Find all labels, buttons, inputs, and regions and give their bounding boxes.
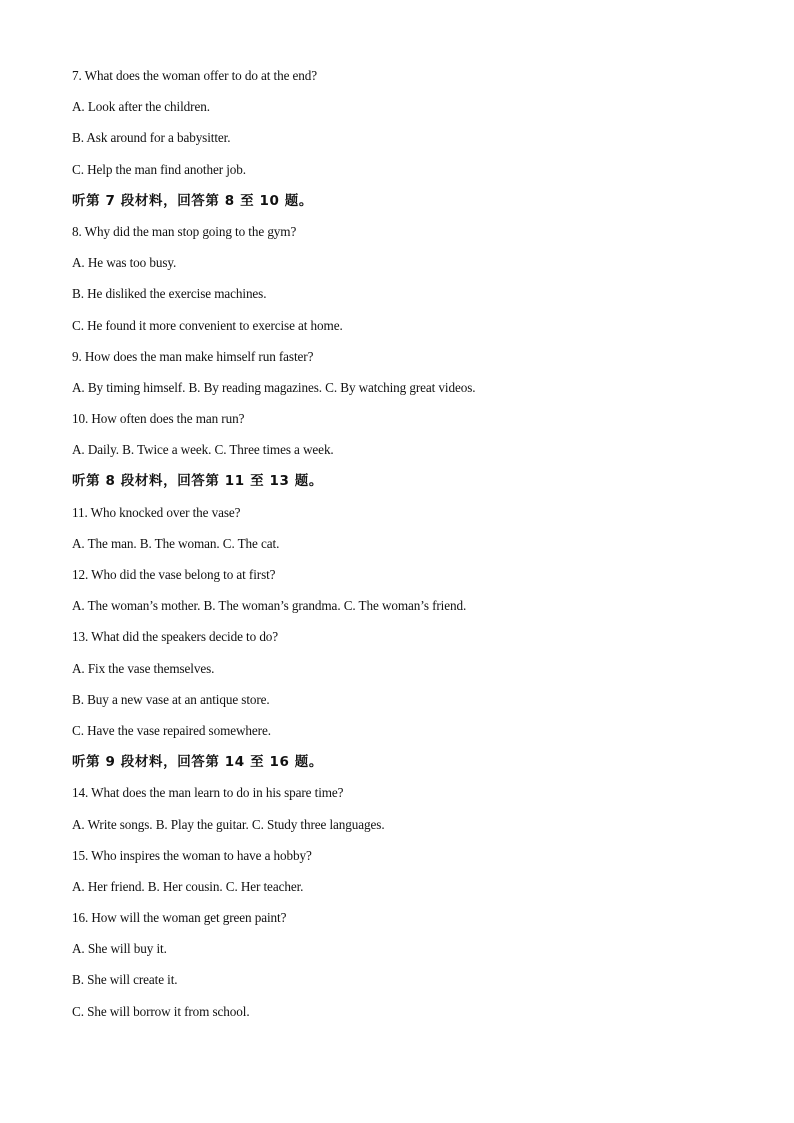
- question-16: 16. How will the woman get green paint?: [72, 910, 287, 926]
- question-9-options: A. By timing himself. B. By reading magazines. C. By watching great videos.: [72, 379, 476, 395]
- question-list: [72, 66, 732, 1033]
- question-16-option-c: C. She will borrow it from school.: [72, 1003, 250, 1019]
- question-16-option-b: B. She will create it.: [72, 972, 178, 988]
- section-heading-passage-9: 听第 9 段材料，回答第 14 至 16 题。: [72, 754, 323, 771]
- section-heading-passage-7: 听第 7 段材料，回答第 8 至 10 题。: [72, 192, 313, 209]
- question-14-options: A. Write songs. B. Play the guitar. C. Study three languages.: [72, 816, 385, 832]
- question-8-option-c: C. He found it more convenient to exercise at home.: [72, 317, 343, 333]
- question-7: 7. What does the woman offer to do at the end?: [72, 68, 318, 83]
- question-7-option-b: B. Ask around for a babysitter.: [72, 130, 231, 146]
- question-10-options: A. Daily. B. Twice a week. C. Three times a week.: [72, 442, 334, 458]
- question-13: 13. What did the speakers decide to do?: [72, 629, 279, 645]
- question-12: 12. Who did the vase belong to at first?: [72, 567, 276, 582]
- question-15-options: A. Her friend. B. Her cousin. C. Her teacher.: [72, 878, 304, 894]
- question-10: 10. How often does the man run?: [72, 411, 245, 427]
- question-16-option-a: A. She will buy it.: [72, 941, 167, 957]
- question-8-option-a: A. He was too busy.: [72, 255, 177, 271]
- question-9: 9. How does the man make himself run faster?: [72, 348, 314, 364]
- question-7-option-a: A. Look after the children.: [72, 99, 210, 115]
- section-heading-passage-8: 听第 8 段材料，回答第 11 至 13 题。: [72, 473, 323, 490]
- question-13-option-c: C. Have the vase repaired somewhere.: [72, 722, 271, 738]
- question-14: 14. What does the man learn to do in his spare time?: [72, 785, 344, 801]
- question-7-option-c: C. Help the man find another job.: [72, 161, 246, 177]
- question-15: 15. Who inspires the woman to have a hobby?: [72, 847, 312, 863]
- question-13-option-a: A. Fix the vase themselves.: [72, 660, 215, 676]
- question-11-options: A. The man. B. The woman. C. The cat.: [72, 535, 280, 551]
- question-13-option-b: B. Buy a new vase at an antique store.: [72, 691, 270, 707]
- question-8: 8. Why did the man stop going to the gym?: [72, 223, 297, 239]
- question-11: 11. Who knocked over the vase?: [72, 504, 241, 520]
- question-8-option-b: B. He disliked the exercise machines.: [72, 286, 267, 302]
- question-12-options: A. The woman’s mother. B. The woman’s grandma. C. The woman’s friend.: [72, 598, 467, 614]
